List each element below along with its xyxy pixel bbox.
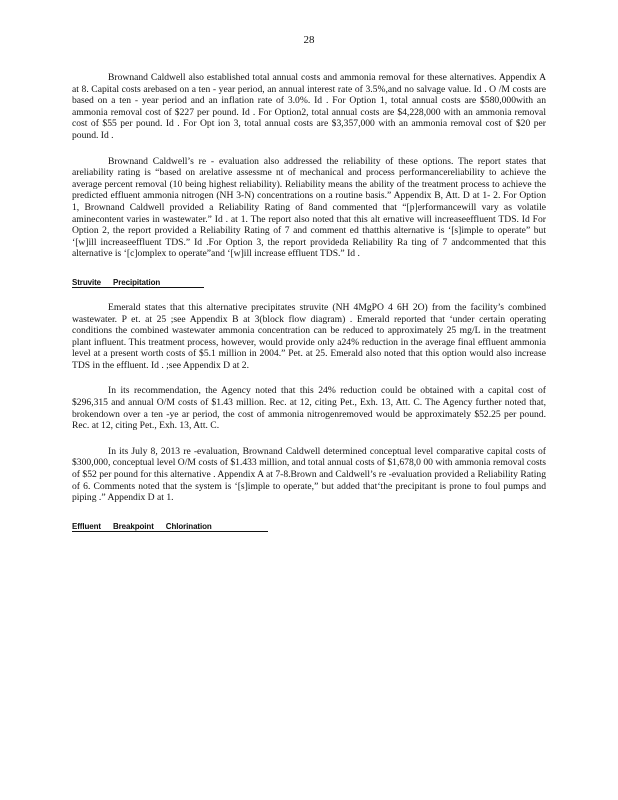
paragraph-reliability: Brownand Caldwell’s re - evaluation also addressed the reliability of these options. The report states that areliability rating is “based on arelative assessme nt of mechanical and process performancereliability to achieve the average percent removal (10 being highest reliability). Reliability means the ability of the treatment process to achieve the predicted effluent ammonia nitrogen (NH 3-N) concentrations on a routine basis.” Appendix B, Att. D at 1- 2. For Option 1, Brownand Caldwell provided a Reliability Rating of 8and commented that “[p]erformancewill vary as volatile aminecontent varies in wastewater.” Id . at 1. The report also noted that this alt ernative will increaseeffluent TDS. Id For Option 2, the report provided a Reliability Rating of 7 and comment ed thatthis alternative is ‘[s]imple to operate” but ‘[w]ill increaseeffluent TDS.” Id .For Option 3, the report provideda Reliability Ra ting of 7 andcommented that this alternative is ‘[c]omplex to operate”and ‘[w]ill increase effluent TDS.” Id . bbox=[72, 155, 546, 260]
section-heading-effluent-chlorination bbox=[72, 522, 268, 532]
paragraph-cost-summary: Brownand Caldwell also established total annual costs and ammonia removal for these alternatives. Appendix A at 8. Capital costs arebased on a ten - year period, an annual interest rate of 3.5%,and no salvage value. Id . O /M costs are based on a ten - year period and an inflation rate of 3.0%. Id . For Option 1, total annual costs are $580,000with an ammonia removal cost of $227 per pound. Id . For Option2, total annual costs are $4,228,000 with an ammonia removal cost of $55 per pound. Id . For Opt ion 3, total annual costs are $3,357,000 with an ammonia removal cost of $20 per pound. Id . bbox=[72, 72, 546, 141]
heading-word: Chlorination bbox=[165, 521, 212, 531]
paragraph-reevaluation: In its July 8, 2013 re -evaluation, Brownand Caldwell determined conceptual level comparative capital costs of $300,000, conceptual level O/M costs of $1.433 million, and total annual costs of $1,678,0 00 with ammonia removal costs of $52 per pound for this alternative . Appendix A at 7-8.Brown and Caldwell’s re -evaluation provided a Reliability Rating of 6. Comments noted that the system is ‘[s]imple to operate,” but added that‘the precipitant is prone to foul pumps and piping .” Appendix D at 1. bbox=[72, 445, 546, 504]
heading-word: Breakpoint bbox=[112, 521, 154, 531]
page-number: 28 bbox=[303, 34, 315, 46]
document-body bbox=[72, 72, 546, 534]
paragraph-struvite-description: Emerald states that this alternative precipitates struvite (NH 4MgPO 4 6H 2O) from the facility’s combined wastewater. P et. at 25 ;see Appendix B at 3(block flow diagram) . Emerald reported that ‘under certain operating conditions the combined wastewater ammonia concentration can be reduced to approximately 25 mg/L in the treatment plant influent. This treatment process, however, would provide only a24% reduction in the average final effluent ammonia level at a present worth costs of $5.1 million in 2004.” Pet. at 25. Emerald also noted that this option would also increase TDS in the effluent. Id . ;see Appendix D at 2. bbox=[72, 301, 546, 371]
section-heading-struvite bbox=[72, 278, 204, 288]
heading-word: Precipitation bbox=[113, 277, 161, 287]
heading-word: Effluent bbox=[72, 521, 101, 531]
paragraph-agency-recommendation: In its recommendation, the Agency noted that this 24% reduction could be obtained with a capital cost of $296,315 and annual O/M costs of $1.43 million. Rec. at 12, citing Pet., Exh. 13, Att. C. The Agency further noted that, brokendown over a ten -ye ar period, the cost of ammonia nitrogenremoved would be approximately $52.25 per pound. Rec. at 12, citing Pet., Exh. 13, Att. C. bbox=[72, 385, 546, 432]
heading-word: Struvite bbox=[72, 277, 101, 287]
